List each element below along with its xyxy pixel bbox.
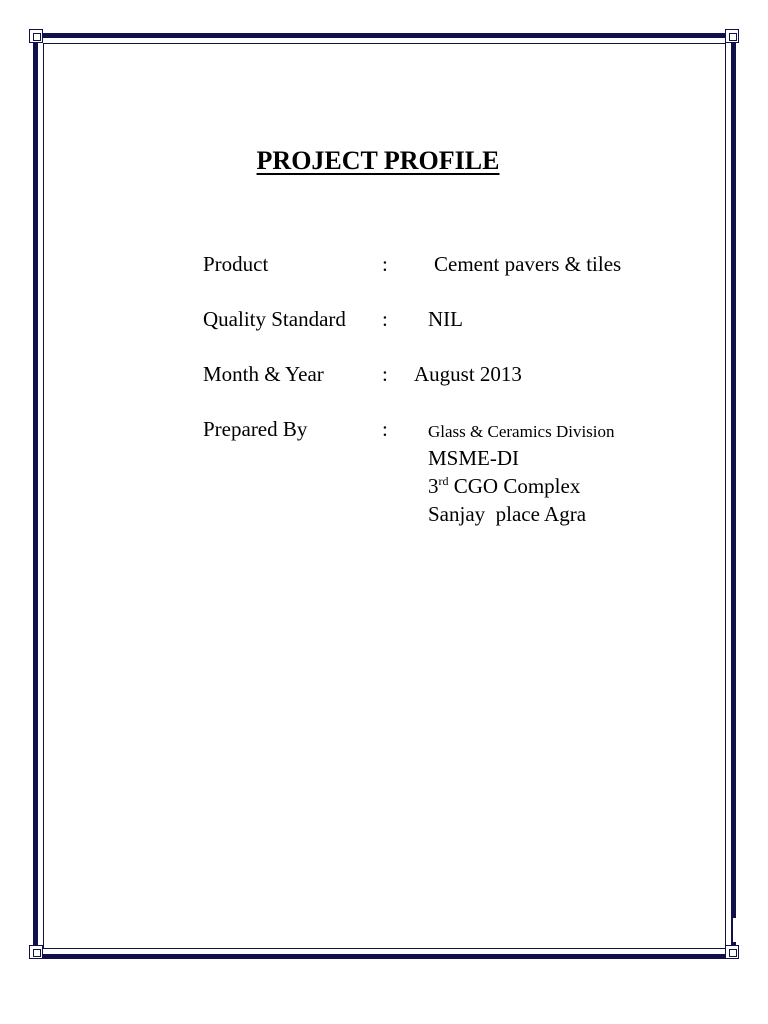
field-row-month-year [0, 362, 768, 394]
prepared-by-address-line [428, 472, 615, 500]
corner-ornament-top-left [29, 29, 43, 43]
field-value-product: Cement pavers & tiles [434, 252, 622, 276]
prepared-by-city-line: Sanjay place Agra [428, 502, 587, 526]
field-row-prepared-by [0, 417, 768, 449]
prepared-by-office: MSME-DI [428, 446, 520, 470]
field-label-quality-standard: Quality Standard [203, 307, 346, 331]
field-row-product [0, 252, 768, 284]
field-value-month-year: August 2013 [414, 362, 522, 386]
address-number: 3 [428, 474, 439, 498]
address-rest: CGO Complex [453, 474, 581, 498]
field-label-prepared-by: Prepared By [203, 417, 308, 441]
page-border-inner [43, 43, 726, 949]
field-row-quality-standard [0, 307, 768, 339]
corner-ornament-bottom-left [29, 945, 43, 959]
prepared-by-address [428, 420, 615, 528]
corner-ornament-bottom-right [725, 945, 739, 959]
field-separator: : [382, 307, 388, 331]
page-title: PROJECT PROFILE [256, 146, 500, 175]
field-label-product: Product [203, 252, 269, 276]
field-label-month-year: Month & Year [203, 362, 324, 386]
field-separator: : [382, 252, 388, 276]
address-ordinal-suffix: rd [438, 474, 449, 488]
field-value-quality-standard: NIL [428, 307, 463, 331]
field-separator: : [382, 362, 388, 386]
field-separator: : [382, 417, 388, 441]
corner-ornament-top-right [725, 29, 739, 43]
border-gap [733, 918, 736, 942]
prepared-by-division: Glass & Ceramics Division [428, 422, 615, 441]
